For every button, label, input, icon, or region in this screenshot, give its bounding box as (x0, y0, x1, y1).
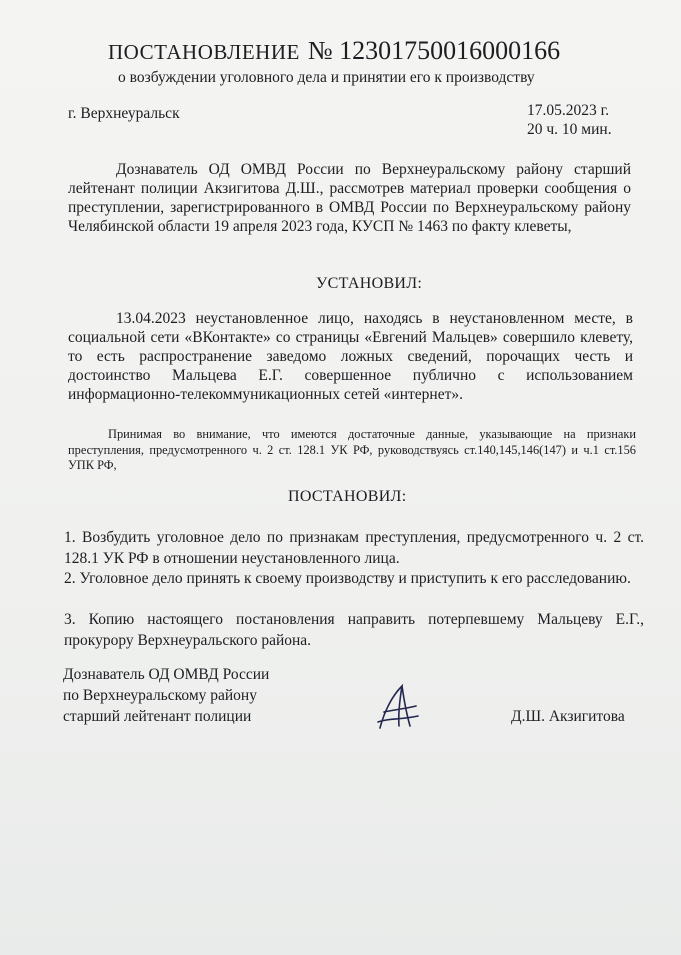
signer-name: Д.Ш. Акзигитова (511, 708, 625, 725)
resolution-item-3: 3. Копию настоящего постановления направить потерпевшему Мальцеву Е.Г., прокурору Верхнеуральского района. (64, 611, 644, 649)
title-word: ПОСТАНОВЛЕНИЕ (108, 40, 300, 64)
time: 20 ч. 10 мин. (527, 121, 612, 138)
established-heading: УСТАНОВИЛ: (316, 275, 423, 292)
handwritten-signature (374, 682, 420, 732)
signer-position-line-3: старший лейтенант полиции (63, 708, 252, 725)
signer-position-line-1: Дознаватель ОД ОМВД России (63, 666, 270, 683)
resolved-heading: ПОСТАНОВИЛ: (288, 488, 407, 505)
established-paragraph: 13.04.2023 неустановленное лицо, находясь в неустановленном месте, в социальной сети «ВКонтакте» со страницы «Евгений Мальцев» совершило клевету, то есть распространение заведомо ложных сведений, порочащих честь и достоинство Мальцева Е.Г. совершенное публично с использованием информационно-телекоммуникационных сетей «интернет». (68, 310, 633, 403)
place: г. Верхнеуральск (68, 105, 180, 122)
intro-paragraph: Дознаватель ОД ОМВД России по Верхнеуральскому району старший лейтенант полиции Акзигитова Д.Ш., рассмотрев материал проверки сообщения о преступлении, зарегистрированного в ОМВД России по Верхнеуральскому району Челябинской области 19 апреля 2023 года, КУСП № 1463 по факту клеветы, (68, 161, 631, 235)
resolution-item-2: 2. Уголовное дело принять к своему производству и приступить к его расследованию. (64, 570, 631, 587)
case-number: № 12301750016000166 (307, 36, 561, 65)
resolution-item-1: 1. Возбудить уголовное дело по признакам преступления, предусмотренного ч. 2 ст. 128.1 УК РФ в отношении неустановленного лица. (64, 529, 644, 567)
document-title (108, 36, 560, 66)
document-subtitle: о возбуждении уголовного дела и принятии его к производству (118, 69, 535, 86)
considering-paragraph: Принимая во внимание, что имеются достаточные данные, указывающие на признаки преступления, предусмотренного ч. 2 ст. 128.1 УК РФ, руководствуясь ст.140,145,146(147) и ч.1 ст.156 УПК РФ, (68, 427, 636, 472)
signer-position-line-2: по Верхнеуральскому району (63, 687, 257, 704)
date: 17.05.2023 г. (527, 102, 610, 119)
